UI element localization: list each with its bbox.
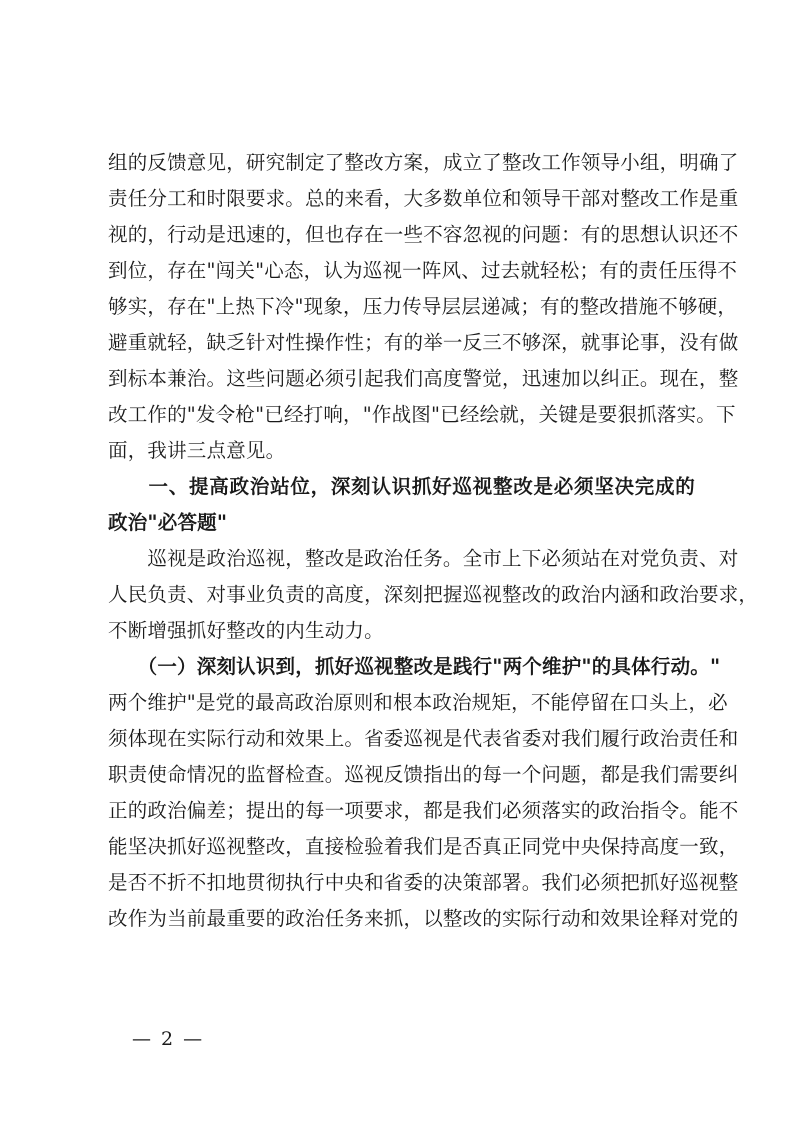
body-text-line: 巡视是政治巡视，整改是政治任务。全市上下必须站在对党负责、对 bbox=[108, 547, 739, 570]
section-heading: 一、提高政治站位，深刻认识抓好巡视整改是必须坚决完成的 bbox=[108, 475, 695, 498]
body-text-line: 职责使命情况的监督检查。巡视反馈指出的每一个问题，都是我们需要纠 bbox=[108, 763, 739, 786]
section-heading: 政治"必答题" bbox=[108, 511, 228, 534]
body-text-line: 面，我讲三点意见。 bbox=[108, 439, 286, 462]
body-text-line: 组的反馈意见，研究制定了整改方案，成立了整改工作领导小组，明确了 bbox=[108, 151, 739, 174]
body-text-line: 是否不折不扣地贯彻执行中央和省委的决策部署。我们必须把抓好巡视整 bbox=[108, 871, 739, 894]
body-text-line: 能坚决抓好巡视整改，直接检验着我们是否真正同党中央保持高度一致， bbox=[108, 835, 739, 858]
body-text-line: 到标本兼治。这些问题必须引起我们高度警觉，迅速加以纠正。现在，整 bbox=[108, 367, 739, 390]
body-text-line: 改作为当前最重要的政治任务来抓，以整改的实际行动和效果诠释对党的 bbox=[108, 907, 739, 930]
body-text-line: 责任分工和时限要求。总的来看，大多数单位和领导干部对整改工作是重 bbox=[108, 187, 739, 210]
page-number: — 2 — bbox=[132, 1028, 205, 1050]
body-text-line: 视的，行动是迅速的，但也存在一些不容忽视的问题：有的思想认识还不 bbox=[108, 223, 739, 246]
subsection-heading: （一）深刻认识到，抓好巡视整改是践行"两个维护"的具体行动。" bbox=[108, 655, 721, 678]
body-text-line: 正的政治偏差；提出的每一项要求，都是我们必须落实的政治指令。能不 bbox=[108, 799, 739, 822]
body-text-line bbox=[108, 937, 695, 973]
body-text-line: 人民负责、对事业负责的高度，深刻把握巡视整改的政治内涵和政治要求， bbox=[108, 583, 759, 606]
body-text-line: 须体现在实际行动和效果上。省委巡视是代表省委对我们履行政治责任和 bbox=[108, 727, 739, 750]
body-text-line: 避重就轻，缺乏针对性操作性；有的举一反三不够深，就事论事，没有做 bbox=[108, 331, 739, 354]
body-text-line: 够实，存在"上热下冷"现象，压力传导层层递减；有的整改措施不够硬， bbox=[108, 295, 738, 318]
body-text-line: 改工作的"发令枪"已经打响，"作战图"已经绘就，关键是要狠抓落实。下 bbox=[108, 403, 736, 426]
body-text-line: 到位，存在"闯关"心态，认为巡视一阵风、过去就轻松；有的责任压得不 bbox=[108, 259, 738, 282]
body-text-line: 两个维护"是党的最高政治原则和根本政治规矩，不能停留在口头上，必 bbox=[108, 691, 728, 714]
body-text-line: 不断增强抓好整改的内生动力。 bbox=[108, 619, 384, 642]
